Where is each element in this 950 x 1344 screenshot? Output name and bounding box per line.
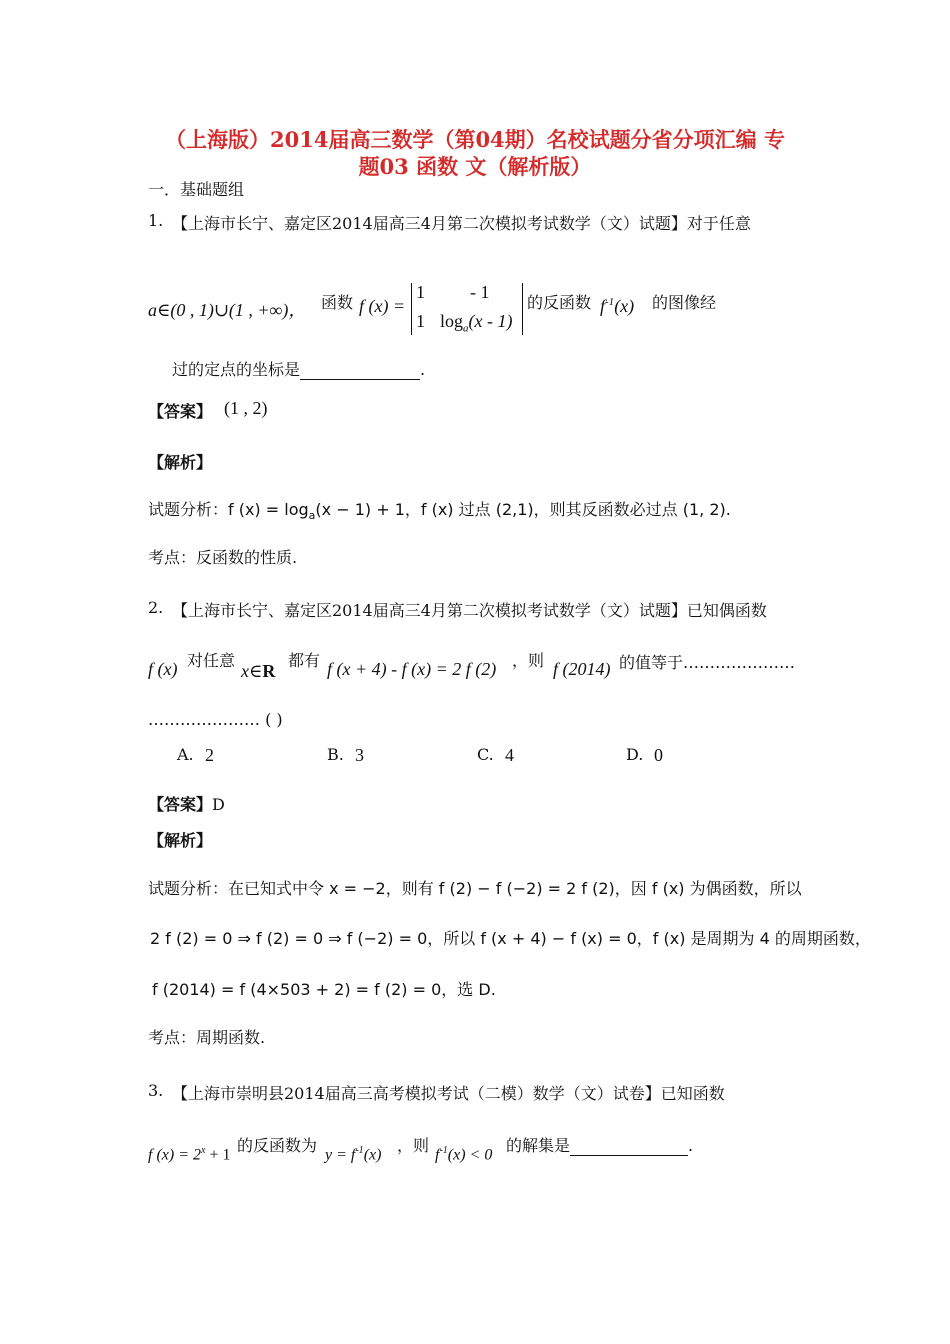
- q1-question-line: 过的定点的坐标是 .: [172, 360, 426, 379]
- q1-analysis-text: 试题分析：f $(x) = \log_a(x - 1) + 1$，f (x) 过点 (2,1)，则其反函数必过点 (1, 2).: [148, 500, 731, 523]
- q2-option-a-value: 2: [205, 745, 214, 765]
- q1-fx: f (x) =: [359, 296, 406, 316]
- q1-finv: $f^{-1}(x)$: [600, 296, 635, 316]
- q1-graph-text: 的图像经: [652, 293, 717, 312]
- q2-option-c-value: 4: [505, 745, 514, 765]
- document-title-line-2: 题03 函数 文（解析版）: [358, 154, 592, 179]
- q3-t3: 的解集是 .: [506, 1136, 694, 1155]
- q2-option-d-label: D.: [626, 745, 644, 764]
- q2-number: 2.: [148, 598, 164, 617]
- q2-option-d-value: 0: [654, 745, 663, 765]
- q2-kaodian: 考点：周期函数.: [148, 1028, 266, 1047]
- q2-source: 【上海市长宁、嘉定区2014届高三4月第二次模拟考试数学（文）试题】已知偶函数: [172, 601, 767, 620]
- q3-inequality: $f^{-1}(x) < 0$: [435, 1145, 493, 1164]
- q2-option-a-label: A.: [177, 745, 194, 764]
- q3-source: 【上海市崇明县2014届高三高考模拟考试（二模）数学（文）试卷】已知函数: [172, 1084, 725, 1103]
- q2-analysis-line-3: f (2014) = f (4×503 + 2) = f (2) = 0，选 D.: [152, 980, 496, 999]
- det-r1c2: - 1: [470, 282, 490, 302]
- q1-answer-label: 【答案】: [148, 402, 213, 421]
- q1-condition: a∈(0 , 1)∪(1 , +∞)，: [148, 300, 307, 320]
- q1-inverse-text: 的反函数: [527, 293, 592, 312]
- q1-answer-blank: [300, 360, 420, 380]
- q1-func-label: 函数: [321, 293, 354, 312]
- q2-analysis-label: 【解析】: [148, 831, 213, 850]
- q1-analysis-label: 【解析】: [148, 453, 213, 472]
- q2-answer: 【答案】D: [148, 795, 225, 814]
- q3-inverse: $y = f^{-1}(x)$: [325, 1145, 382, 1164]
- q3-number: 3.: [148, 1081, 164, 1100]
- q1-source: 【上海市长宁、嘉定区2014届高三4月第二次模拟考试数学（文）试题】对于任意: [172, 214, 751, 233]
- q1-number: 1.: [148, 211, 164, 230]
- determinant-left-bar: [411, 283, 412, 335]
- q2-analysis-line-1: 试题分析：在已知式中令 x = −2，则有 f (2) − f (−2) = 2 f (2)，因 f (x) 为偶函数，所以: [148, 879, 802, 898]
- q1-kaodian: 考点：反函数的性质.: [148, 548, 298, 567]
- q2-analysis-line-2: 2 f (2) = 0 ⇒ f (2) = 0 ⇒ f (−2) = 0，所以 f (x + 4) − f (x) = 0，f (x) 是周期为 4 的周期函数，: [150, 929, 871, 948]
- q1-answer-value: (1 , 2): [224, 398, 268, 418]
- document-title-line-1: （上海版）2014届高三数学（第04期）名校试题分省分项汇编 专: [165, 127, 785, 152]
- q2-option-c-label: C.: [477, 745, 494, 764]
- q2-t3: ，则: [512, 651, 545, 670]
- q2-option-b-value: 3: [355, 745, 364, 765]
- q2-t2: 都有: [288, 651, 321, 670]
- q3-answer-blank: [570, 1136, 688, 1156]
- q2-t4: 的值等于…………………: [619, 653, 796, 672]
- q2-fx: f (x): [148, 659, 178, 679]
- q2-x-in: x∈R: [241, 661, 276, 681]
- q2-f2014: f (2014): [553, 659, 611, 679]
- det-r2c1: 1: [416, 311, 425, 331]
- q2-equation: f (x + 4) - f (x) = 2 f (2): [327, 659, 497, 679]
- det-r2c2: $\log_a(x - 1)$: [440, 311, 513, 335]
- q3-fx: f $(x) = 2^x + 1$: [148, 1145, 231, 1164]
- q2-option-b-label: B.: [327, 745, 344, 764]
- determinant-right-bar: [522, 283, 523, 335]
- q2-t1: 对任意: [187, 651, 236, 670]
- q3-t1: 的反函数为: [237, 1136, 318, 1155]
- section-heading: 一．基础题组: [148, 180, 245, 199]
- q2-line2: ………………… ( ): [148, 710, 283, 729]
- det-r1c1: 1: [416, 282, 425, 302]
- q3-t2: ，则: [397, 1136, 430, 1155]
